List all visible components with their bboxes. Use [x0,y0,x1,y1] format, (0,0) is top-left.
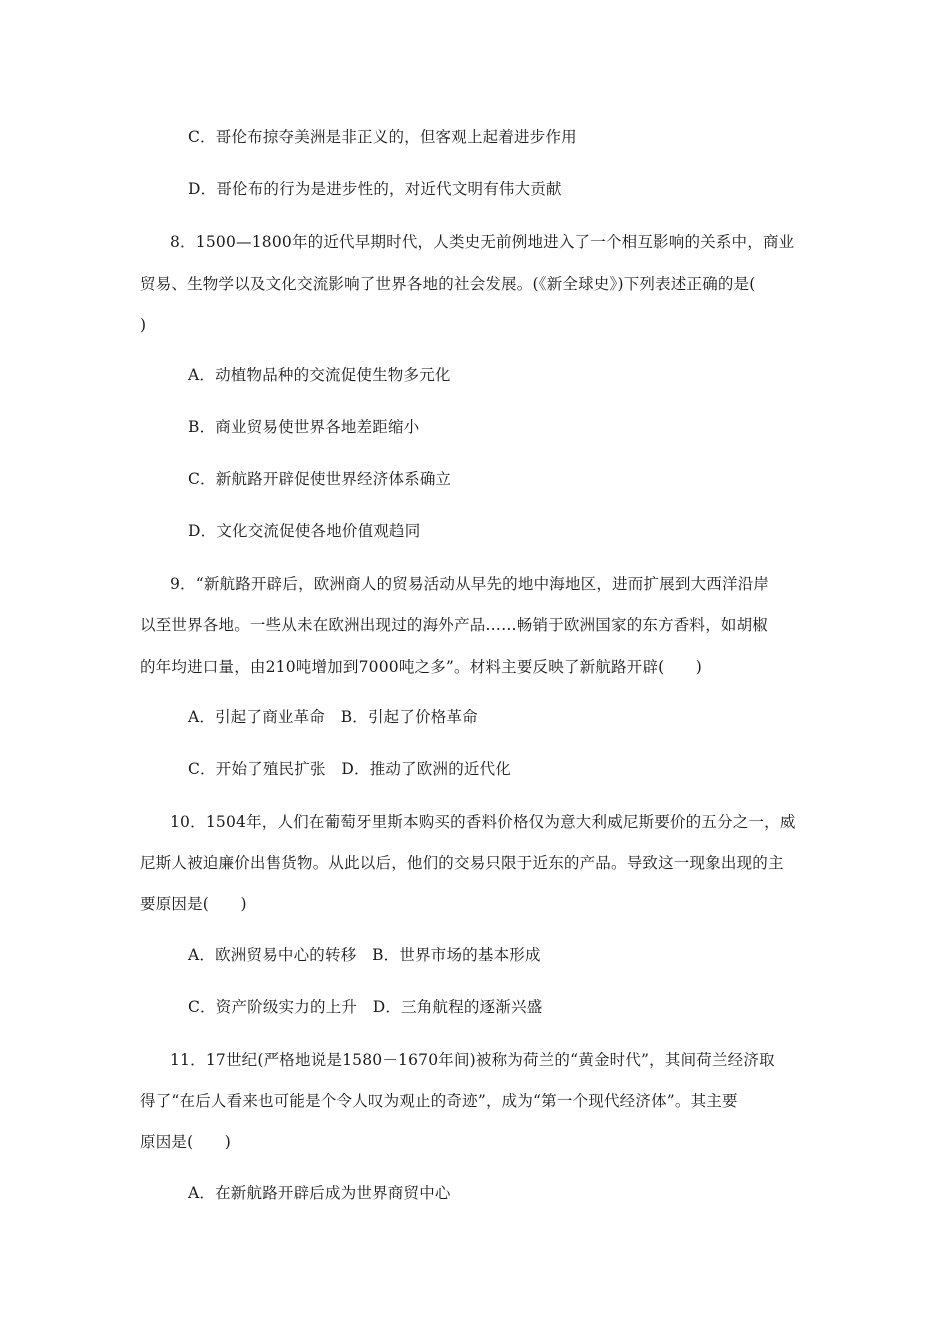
question-11-option-a: A．在新航路开辟后成为世界商贸中心 [188,1184,451,1202]
question-9-option-ab: A．引起了商业革命 B．引起了价格革命 [188,708,478,726]
prev-option-c: C．哥伦布掠夺美洲是非正义的，但客观上起着进步作用 [188,128,577,146]
question-10-stem-line-2: 尼斯人被迫廉价出售货物。从此以后，他们的交易只限于近东的产品。导致这一现象出现的主 [140,854,784,872]
question-8-option-a: A．动植物品种的交流促使生物多元化 [188,366,451,384]
question-10-stem-line-1: 10．1504年，人们在葡萄牙里斯本购买的香料价格仅为意大利威尼斯要价的五分之一，威 [170,813,796,831]
question-9-stem-line-3: 的年均进口量，由210吨增加到7000吨之多”。材料主要反映了新航路开辟( ) [140,658,703,676]
question-11-stem-line-1: 11．17世纪(严格地说是1580－1670年间)被称为荷兰的“黄金时代”，其间荷兰经济取 [170,1051,775,1069]
question-9-option-cd: C．开始了殖民扩张 D．推动了欧洲的近代化 [188,760,511,778]
question-8-option-c: C．新航路开辟促使世界经济体系确立 [188,470,452,488]
question-8-option-d: D．文化交流促使各地价值观趋同 [188,522,421,540]
prev-option-d: D．哥伦布的行为是进步性的，对近代文明有伟大贡献 [188,180,562,198]
question-9-stem-line-1: 9．“新航路开辟后，欧洲商人的贸易活动从早先的地中海地区，进而扩展到大西洋沿岸 [170,575,770,593]
question-8-option-b: B．商业贸易使世界各地差距缩小 [188,418,420,436]
question-11-stem-line-2: 得了“在后人看来也可能是个令人叹为观止的奇迹”，成为“第一个现代经济体”。其主要 [140,1092,738,1110]
question-11-stem-line-3: 原因是( ) [140,1133,231,1151]
question-10-stem-line-3: 要原因是( ) [140,895,247,913]
question-10-option-ab: A．欧洲贸易中心的转移 B．世界市场的基本形成 [188,946,541,964]
question-8-stem-line-2: 贸易、生物学以及文化交流影响了世界各地的社会发展。(《新全球史》)下列表述正确的是( [140,275,756,293]
question-8-stem-line-1: 8．1500—1800年的近代早期时代，人类史无前例地进入了一个相互影响的关系中，商业 [170,233,795,251]
question-10-option-cd: C．资产阶级实力的上升 D．三角航程的逐渐兴盛 [188,998,543,1016]
question-8-stem-line-3: ) [140,316,147,334]
question-9-stem-line-2: 以至世界各地。一些从未在欧洲出现过的海外产品……畅销于欧洲国家的东方香料，如胡椒 [140,616,769,634]
